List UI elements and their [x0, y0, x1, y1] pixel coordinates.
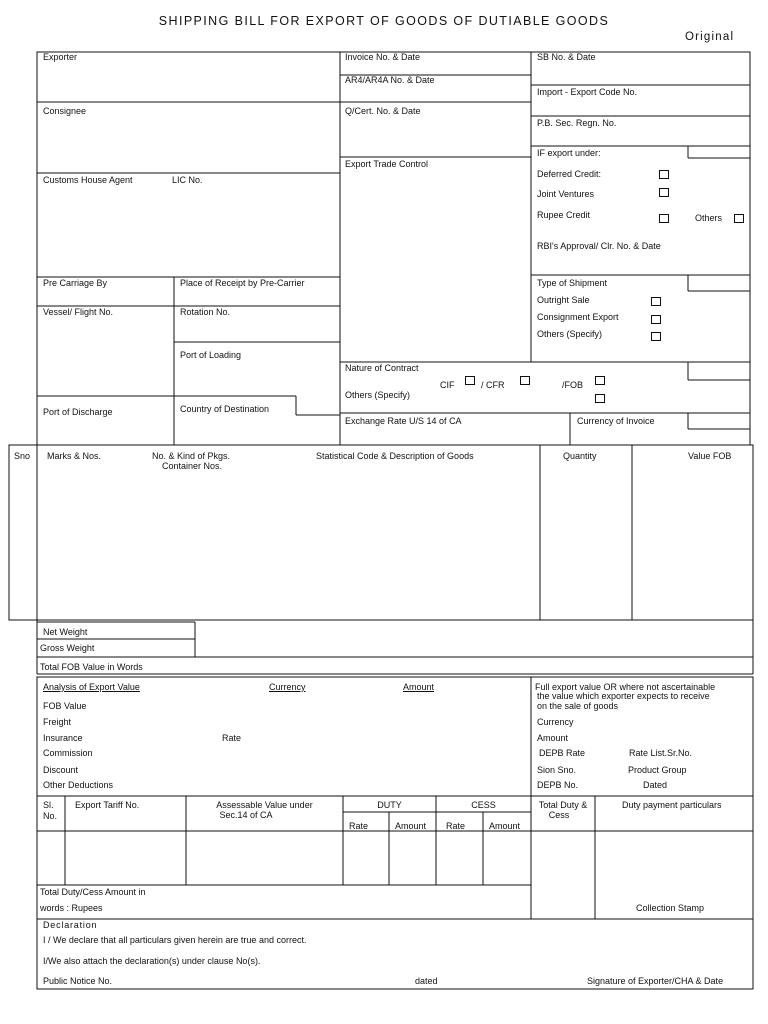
iec-label: Import - Export Code No. — [537, 87, 638, 97]
value-fob-header: Value FOB — [688, 451, 732, 461]
analysis-amount-heading: Amount — [403, 682, 435, 692]
analysis-currency-heading: Currency — [269, 682, 306, 692]
signature-label: Signature of Exporter/CHA & Date — [587, 976, 724, 986]
form-title: SHIPPING BILL FOR EXPORT OF GOODS OF DUTIABLE GOODS — [158, 14, 610, 28]
marks-header: Marks & Nos. — [47, 451, 102, 461]
country-destination-label: Country of Destination — [180, 404, 270, 414]
assessable-header-line1: Assessable Value under — [216, 800, 313, 810]
others-specify2-checkbox[interactable] — [595, 394, 605, 403]
type-shipment-label: Type of Shipment — [537, 278, 608, 288]
pre-carriage-label: Pre Carriage By — [43, 278, 108, 288]
outright-sale-checkbox[interactable] — [651, 297, 661, 306]
right-amount-label: Amount — [537, 733, 569, 743]
other-deductions-label: Other Deductions — [43, 780, 114, 790]
sion-label: Sion Sno. — [537, 765, 577, 775]
invoice-label: Invoice No. & Date — [345, 52, 421, 62]
outright-sale-label: Outright Sale — [537, 295, 590, 305]
declaration-title: Declaration — [43, 920, 98, 930]
others-specify-label: Others (Specify) — [537, 329, 603, 339]
customs-agent-label: Customs House Agent — [43, 175, 133, 185]
cess-header: CESS — [471, 800, 496, 810]
others-specify2-label: Others (Specify) — [345, 390, 411, 400]
total-duty-words-line1: Total Duty/Cess Amount in — [40, 887, 146, 897]
depb-dated-label: Dated — [643, 780, 668, 790]
place-receipt-label: Place of Receipt by Pre-Carrier — [180, 278, 305, 288]
container-header: Container Nos. — [162, 461, 223, 471]
full-export-line3: on the sale of goods — [537, 701, 619, 711]
fob-checkbox[interactable] — [595, 376, 605, 385]
rotation-label: Rotation No. — [180, 307, 231, 317]
statistical-header: Statistical Code & Description of Goods — [316, 451, 474, 461]
gross-weight-label: Gross Weight — [40, 643, 95, 653]
if-export-label: IF export under: — [537, 148, 601, 158]
port-loading-label: Port of Loading — [180, 350, 242, 360]
collection-stamp-label: Collection Stamp — [636, 903, 705, 913]
sl-header-line2: No. — [43, 811, 58, 821]
ar4-label: AR4/AR4A No. & Date — [345, 75, 435, 85]
exporter-label: Exporter — [43, 52, 78, 62]
lic-label: LIC No. — [172, 175, 203, 185]
nature-contract-label: Nature of Contract — [345, 363, 419, 373]
right-currency-label: Currency — [537, 717, 574, 727]
declaration-line1: I / We declare that all particulars given herein are true and correct. — [43, 935, 307, 945]
duty-rate-header: Rate — [349, 821, 369, 831]
rate-list-label: Rate List.Sr.No. — [629, 748, 693, 758]
vessel-label: Vessel/ Flight No. — [43, 307, 114, 317]
rupee-credit-checkbox[interactable] — [659, 214, 669, 223]
consignee-label: Consignee — [43, 106, 87, 116]
consignment-export-checkbox[interactable] — [651, 315, 661, 324]
quantity-header: Quantity — [563, 451, 597, 461]
declaration-dated-label: dated — [415, 976, 438, 986]
cfr-checkbox[interactable] — [520, 376, 530, 385]
cfr-label: / CFR — [481, 380, 505, 390]
duty-header: DUTY — [377, 800, 402, 810]
depb-no-label: DEPB No. — [537, 780, 579, 790]
currency-invoice-label: Currency of Invoice — [577, 416, 655, 426]
total-duty-header-line2: Cess — [548, 810, 570, 820]
public-notice-label: Public Notice No. — [43, 976, 113, 986]
fob-label: /FOB — [562, 380, 584, 390]
joint-ventures-checkbox[interactable] — [659, 188, 669, 197]
sb-label: SB No. & Date — [537, 52, 596, 62]
others-checkbox[interactable] — [734, 214, 744, 223]
sl-header-line1: Sl. — [43, 800, 54, 810]
duty-payment-header: Duty payment particulars — [622, 800, 722, 810]
cess-rate-header: Rate — [446, 821, 466, 831]
kind-header: No. & Kind of Pkgs. — [152, 451, 231, 461]
qcert-label: Q/Cert. No. & Date — [345, 106, 421, 116]
tariff-header: Export Tariff No. — [75, 800, 140, 810]
commission-label: Commission — [43, 748, 93, 758]
rbi-approval-label: RBI's Approval/ Clr. No. & Date — [537, 241, 661, 251]
rate-label: Rate — [222, 733, 242, 743]
others-label: Others — [695, 213, 723, 223]
duty-amount-header: Amount — [395, 821, 427, 831]
others-specify-checkbox[interactable] — [651, 332, 661, 341]
full-export-line2: the value which exporter expects to receive — [537, 691, 710, 701]
net-weight-label: Net Weight — [43, 627, 88, 637]
total-fob-words-label: Total FOB Value in Words — [40, 662, 143, 672]
deferred-credit-checkbox[interactable] — [659, 170, 669, 179]
deferred-credit-label: Deferred Credit: — [537, 169, 602, 179]
consignment-export-label: Consignment Export — [537, 312, 619, 322]
cif-checkbox[interactable] — [465, 376, 475, 385]
depb-rate-label: DEPB Rate — [539, 748, 586, 758]
rupee-credit-label: Rupee Credit — [537, 210, 591, 220]
insurance-label: Insurance — [43, 733, 83, 743]
fob-value-label: FOB Value — [43, 701, 87, 711]
declaration-line2: I/We also attach the declaration(s) under clause No(s). — [43, 956, 261, 966]
full-export-line1: Full export value OR where not ascertainable — [535, 682, 716, 692]
assessable-header-line2: Sec.14 of CA — [219, 810, 273, 820]
cess-amount-header: Amount — [489, 821, 521, 831]
sno-header: Sno — [14, 451, 31, 461]
port-discharge-label: Port of Discharge — [43, 407, 113, 417]
discount-label: Discount — [43, 765, 79, 775]
copy-label: Original — [685, 31, 735, 43]
export-trade-label: Export Trade Control — [345, 159, 429, 169]
exchange-rate-label: Exchange Rate U/S 14 of CA — [345, 416, 462, 426]
total-duty-header-line1: Total Duty & — [538, 800, 588, 810]
total-duty-words-line2: words : Rupees — [40, 903, 103, 913]
pb-label: P.B. Sec. Regn. No. — [537, 118, 617, 128]
freight-label: Freight — [43, 717, 72, 727]
analysis-heading: Analysis of Export Value — [43, 682, 140, 692]
product-group-label: Product Group — [628, 765, 687, 775]
joint-ventures-label: Joint Ventures — [537, 189, 595, 199]
cif-label: CIF — [440, 380, 455, 390]
